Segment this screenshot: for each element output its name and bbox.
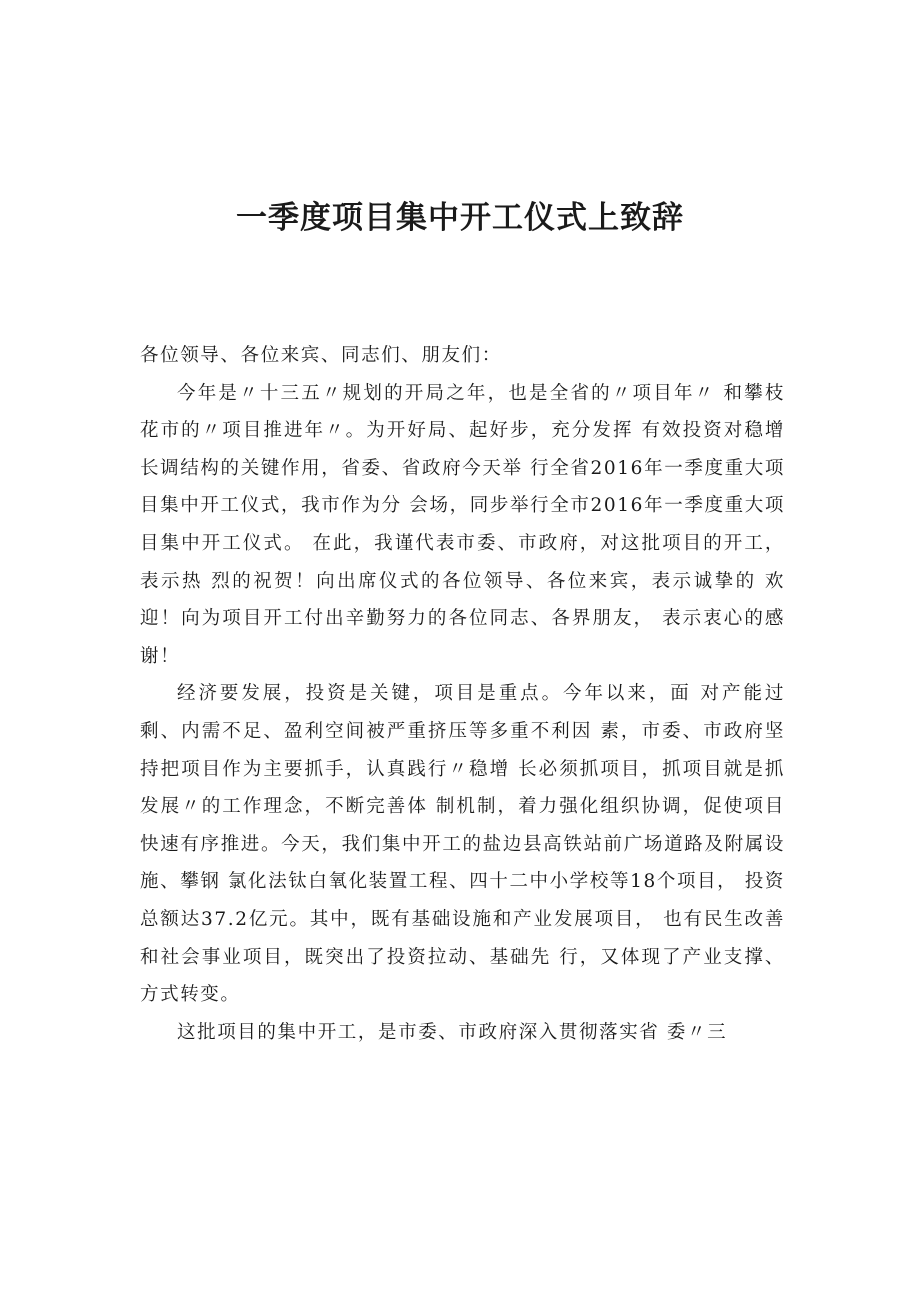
document-title: 一季度项目集中开工仪式上致辞 <box>236 200 684 236</box>
document-body <box>140 337 785 1051</box>
paragraph-investment: 经济要发展，投资是关键，项目是重点。今年以来，面 对产能过剩、内需不足、盈利空间被严重挤压等多重不利因 素，市委、市政府坚持把项目作为主要抓手，认真践行〃稳增 长必须抓项目，抓项目就是抓发展〃的工作理念，不断完善体 制机制，着力强化组织协调，促使项目快速有序推进。今天，我们集中开工的盐边县高铁站前广场道路及附属设施、攀钢 氯化法钛白氧化装置工程、四十二中小学校等18个项目， 投资总额达37.2亿元。其中，既有基础设施和产业发展项目， 也有民生改善和社会事业项目，既突出了投资拉动、基础先 行，又体现了产业支撑、方式转变。 <box>140 683 785 1006</box>
paragraph-opening: 今年是〃十三五〃规划的开局之年，也是全省的〃项目年〃 和攀枝花市的〃项目推进年〃。为开好局、起好步，充分发挥 有效投资对稳增长调结构的关键作用，省委、省政府今天举 行全省2016年一季度重大项目集中开工仪式，我市作为分 会场，同步举行全市2016年一季度重大项目集中开工仪式。 在此，我谨代表市委、市政府，对这批项目的开工，表示热 烈的祝贺！向出席仪式的各位领导、各位来宾，表示诚挚的 欢迎！向为项目开工付出辛勤努力的各位同志、各界朋友， 表示衷心的感谢！ <box>140 382 785 667</box>
salutation: 各位领导、各位来宾、同志们、朋友们： <box>140 345 502 366</box>
paragraph-significance: 这批项目的集中开工，是市委、市政府深入贯彻落实省 委〃三 <box>177 1021 728 1043</box>
